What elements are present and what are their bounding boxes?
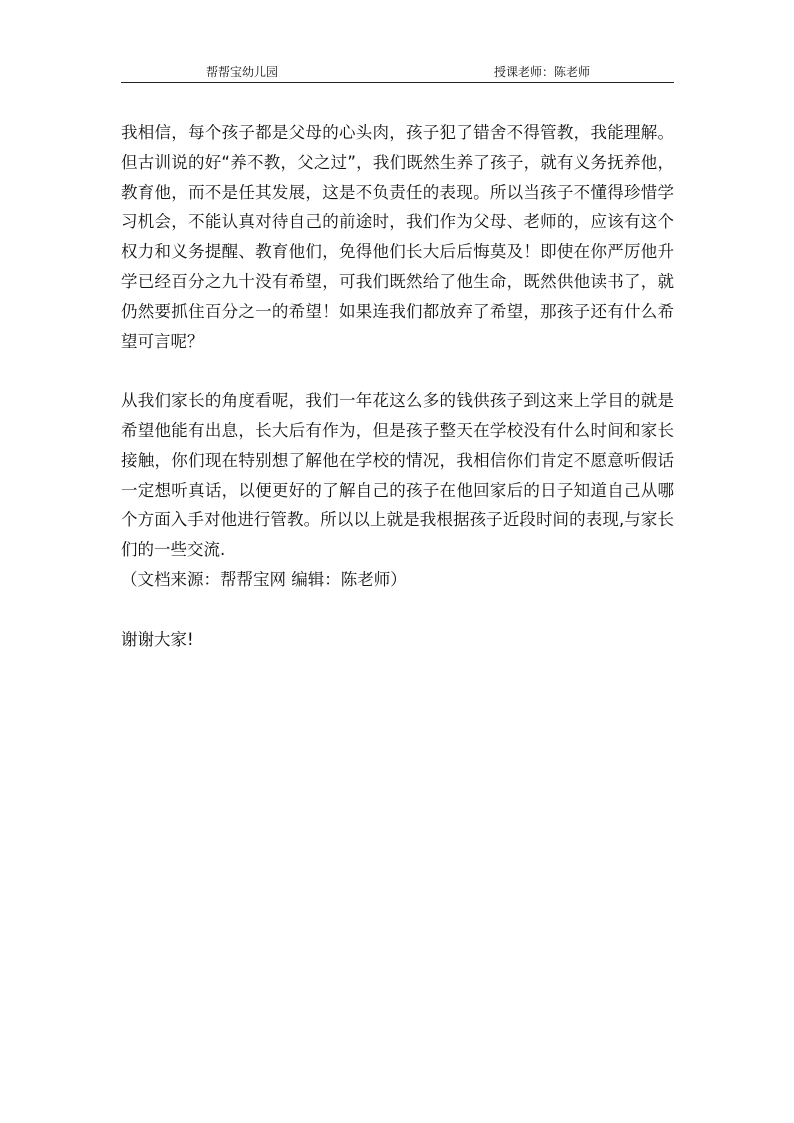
source-note: （文档来源：帮帮宝网 编辑：陈老师） — [121, 569, 407, 589]
paragraph-1: 我相信，每个孩子都是父母的心头肉，孩子犯了错舍不得管教，我能理解。但古训说的好“养不教，父之过”，我们既然生养了孩子，就有义务抚养他，教育他，而不是任其发展，这是不负责任的表现。所以当孩子不懂得珍惜学习机会，不能认真对待自己的前途时，我们作为父母、老师的，应该有这个权力和义务提醒、教育他们，免得他们长大后后悔莫及！即使在你严厉他升学已经百分之九十没有希望，可我们既然给了他生命，既然供他读书了，就仍然要抓住百分之一的希望！如果连我们都放弃了希望，那孩子还有什么希望可言呢？ — [121, 123, 674, 351]
paragraph-2: 从我们家长的角度看呢，我们一年花这么多的钱供孩子到这来上学目的就是希望他能有出息，长大后有作为，但是孩子整天在学校没有什么时间和家长接触，你们现在特别想了解他在学校的情况，我相信你们肯定不愿意听假话一定想听真话，以便更好的了解自己的孩子在他回家后的日子知道自己从哪个方面入手对他进行管教。所以以上就是我根据孩子近段时间的表现,与家长们的一些交流. — [121, 391, 674, 560]
document-body — [121, 118, 674, 654]
page-header — [121, 62, 674, 83]
header-school-name: 帮帮宝幼儿园 — [206, 65, 279, 79]
paragraph-spacer — [121, 595, 674, 625]
closing-thanks: 谢谢大家! — [121, 629, 194, 649]
paragraph-spacer — [121, 356, 674, 386]
header-teacher: 授课老师：陈老师 — [494, 65, 591, 79]
